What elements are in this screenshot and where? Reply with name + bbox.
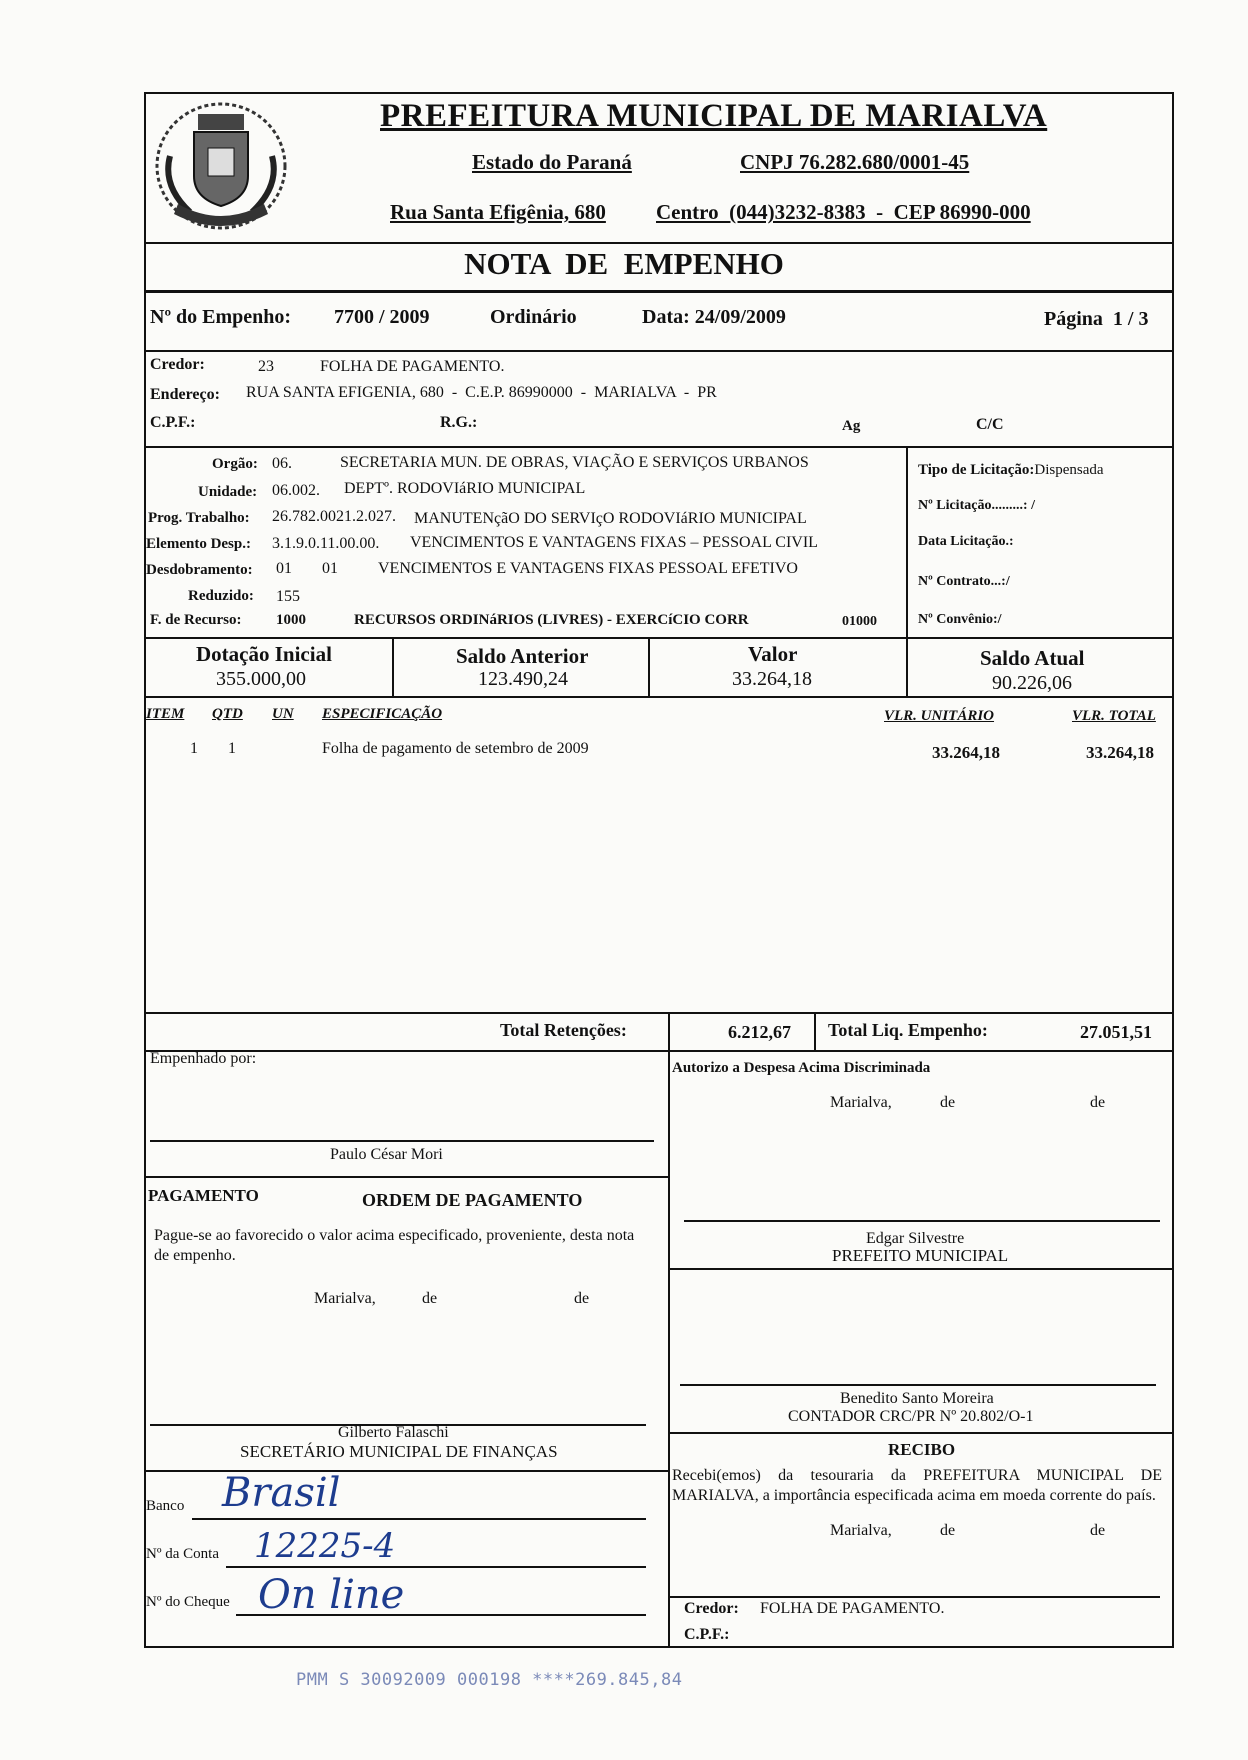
table-row xyxy=(146,738,1166,762)
orgao-code: 06. xyxy=(272,455,292,472)
recibo-de-1: de xyxy=(940,1522,956,1539)
header-state: Estado do Paraná xyxy=(472,150,632,174)
banco-label: Banco xyxy=(146,1498,185,1514)
endereco-value: RUA SANTA EFIGENIA, 680 - C.E.P. 86990000 - MARIALVA - PR xyxy=(246,384,717,401)
ordem-pagamento-title: ORDEM DE PAGAMENTO xyxy=(362,1190,583,1210)
pagamento-city: Marialva, xyxy=(314,1290,376,1307)
row-valor-unitario: 33.264,18 xyxy=(932,743,1000,762)
col-especificacao: ESPECIFICAÇÃO xyxy=(322,706,443,722)
pagamento-de-2: de xyxy=(574,1290,590,1307)
empenho-date: Data: 24/09/2009 xyxy=(642,306,786,328)
saldo-atual-value: 90.226,06 xyxy=(992,672,1072,694)
licitacao-type-label-text: Tipo de Licitação: xyxy=(918,462,1035,478)
col-item: ITEM xyxy=(146,706,185,722)
doc-title: NOTA DE EMPENHO xyxy=(464,246,784,281)
valor-label: Valor xyxy=(748,642,798,666)
prog-code: 26.782.0021.2.027. xyxy=(272,508,396,525)
cc-label: C/C xyxy=(976,416,1004,433)
desdobramento-code-2: 01 xyxy=(322,560,338,577)
prog-label: Prog. Trabalho: xyxy=(148,510,250,526)
col-valor-total: VLR. TOTAL xyxy=(1072,708,1156,724)
recibo-de-2: de xyxy=(1090,1522,1106,1539)
convenio-number: Nº Convênio:/ xyxy=(918,612,1002,627)
empenho-number: 7700 / 2009 xyxy=(334,306,430,328)
liquido-value: 27.051,51 xyxy=(1080,1022,1152,1042)
col-qtd: QTD xyxy=(212,706,243,722)
liquido-label: Total Liq. Empenho: xyxy=(828,1020,988,1040)
empenho-number-label: Nº do Empenho: xyxy=(150,306,292,328)
orgao-label: Orgão: xyxy=(212,456,258,472)
recibo-credor-label: Credor: xyxy=(684,1600,739,1617)
licitacao-number: Nº Licitação.........: / xyxy=(918,498,1035,513)
col-un: UN xyxy=(272,706,294,722)
prefeito-title: PREFEITO MUNICIPAL xyxy=(832,1246,1009,1265)
licitacao-type-value: Dispensada xyxy=(1034,462,1104,478)
reduzido-value: 155 xyxy=(276,588,300,605)
conta-handwriting: 12225-4 xyxy=(254,1526,396,1566)
endereco-label: Endereço: xyxy=(150,386,220,403)
elemento-code: 3.1.9.0.11.00.00. xyxy=(272,535,380,552)
municipal-coat-of-arms xyxy=(150,96,292,238)
recibo-city: Marialva, xyxy=(830,1522,892,1539)
cheque-label: Nº do Cheque xyxy=(146,1594,230,1610)
row-item: 1 xyxy=(190,740,198,757)
recibo-credor-value: FOLHA DE PAGAMENTO. xyxy=(760,1600,945,1617)
autorizo-city: Marialva, xyxy=(830,1094,892,1111)
empenho-type: Ordinário xyxy=(490,306,577,328)
dotacao-label: Dotação Inicial xyxy=(196,642,332,666)
orgao-desc: SECRETARIA MUN. DE OBRAS, VIAÇÃO E SERVIÇOS URBANOS xyxy=(340,454,809,471)
desdobramento-label: Desdobramento: xyxy=(146,562,253,578)
saldo-anterior-value: 123.490,24 xyxy=(478,668,568,690)
retencoes-label: Total Retenções: xyxy=(500,1020,627,1040)
col-valor-unitario: VLR. UNITÁRIO xyxy=(884,708,995,724)
recurso-code: 1000 xyxy=(276,612,306,628)
licitacao-type-label xyxy=(918,462,1104,479)
header-cnpj: CNPJ 76.282.680/0001-45 xyxy=(740,150,970,174)
header-title: PREFEITURA MUNICIPAL DE MARIALVA xyxy=(380,98,1048,134)
secretario-title: SECRETÁRIO MUNICIPAL DE FINANÇAS xyxy=(240,1442,558,1461)
desdobramento-code-1: 01 xyxy=(276,560,292,577)
row-valor-total: 33.264,18 xyxy=(1086,743,1154,762)
unidade-label: Unidade: xyxy=(198,484,258,500)
contrato-number: Nº Contrato...:/ xyxy=(918,574,1010,589)
unidade-code: 06.002. xyxy=(272,482,320,499)
elemento-desc: VENCIMENTOS E VANTAGENS FIXAS – PESSOAL CIVIL xyxy=(410,534,818,551)
retencoes-value: 6.212,67 xyxy=(728,1022,791,1042)
rg-label: R.G.: xyxy=(440,414,478,431)
pagamento-text: Pague-se ao favorecido o valor acima especificado, proveniente, desta nota de empenho. xyxy=(154,1227,635,1264)
autorizo-text: Autorizo a Despesa Acima Discriminada xyxy=(672,1060,931,1076)
credor-name: FOLHA DE PAGAMENTO. xyxy=(320,358,505,375)
elemento-label: Elemento Desp.: xyxy=(146,536,251,552)
dotacao-value: 355.000,00 xyxy=(216,668,306,690)
conta-label: Nº da Conta xyxy=(146,1546,219,1562)
secretario-name: Gilberto Falaschi xyxy=(338,1424,449,1441)
autorizo-de-2: de xyxy=(1090,1094,1106,1111)
page-indicator: Página 1 / 3 xyxy=(1044,308,1149,330)
saldo-atual-label: Saldo Atual xyxy=(980,646,1085,670)
empenhado-name: Paulo César Mori xyxy=(330,1146,443,1163)
ag-label: Ag xyxy=(842,418,861,434)
credor-code: 23 xyxy=(258,358,274,375)
reduzido-label: Reduzido: xyxy=(188,588,254,604)
cheque-handwriting: On line xyxy=(258,1572,405,1618)
prefeito-name: Edgar Silvestre xyxy=(866,1230,965,1247)
saldo-anterior-label: Saldo Anterior xyxy=(456,644,589,668)
recurso-label: F. de Recurso: xyxy=(150,612,242,628)
pagamento-de-1: de xyxy=(422,1290,438,1307)
unidade-desc: DEPTº. RODOVIáRIO MUNICIPAL xyxy=(344,480,586,497)
contador-name: Benedito Santo Moreira xyxy=(840,1390,994,1407)
recibo-title: RECIBO xyxy=(888,1440,956,1459)
contador-title: CONTADOR CRC/PR Nº 20.802/O-1 xyxy=(788,1408,1034,1425)
licitacao-date: Data Licitação.: xyxy=(918,534,1014,549)
credor-label: Credor: xyxy=(150,356,205,373)
recibo-text: Recebi(emos) da tesouraria da PREFEITURA MUNICIPAL DE MARIALVA, a importância especificada acima em moeda corrente do país. xyxy=(672,1467,1162,1504)
recurso-code-2: 01000 xyxy=(842,614,877,629)
recibo-cpf-label: C.P.F.: xyxy=(684,1626,730,1643)
footer-stamp: PMM S 30092009 000198 ****269.845,84 xyxy=(296,1670,683,1690)
recurso-desc: RECURSOS ORDINáRIOS (LIVRES) - EXERCíCIO CORR xyxy=(354,612,749,628)
cpf-label: C.P.F.: xyxy=(150,414,196,431)
autorizo-de-1: de xyxy=(940,1094,956,1111)
row-especificacao: Folha de pagamento de setembro de 2009 xyxy=(322,740,589,757)
header-street: Rua Santa Efigênia, 680 xyxy=(390,200,606,224)
row-qtd: 1 xyxy=(228,740,236,757)
valor-value: 33.264,18 xyxy=(732,668,812,690)
banco-handwriting: Brasil xyxy=(222,1470,341,1516)
pagamento-label: PAGAMENTO xyxy=(148,1186,259,1205)
header-contact: Centro (044)3232-8383 - CEP 86990-000 xyxy=(656,200,1031,224)
desdobramento-desc: VENCIMENTOS E VANTAGENS FIXAS PESSOAL EFETIVO xyxy=(378,560,798,577)
empenhado-label: Empenhado por: xyxy=(150,1050,257,1067)
prog-desc: MANUTENçãO DO SERVIçO RODOVIáRIO MUNICIPAL xyxy=(414,510,807,527)
